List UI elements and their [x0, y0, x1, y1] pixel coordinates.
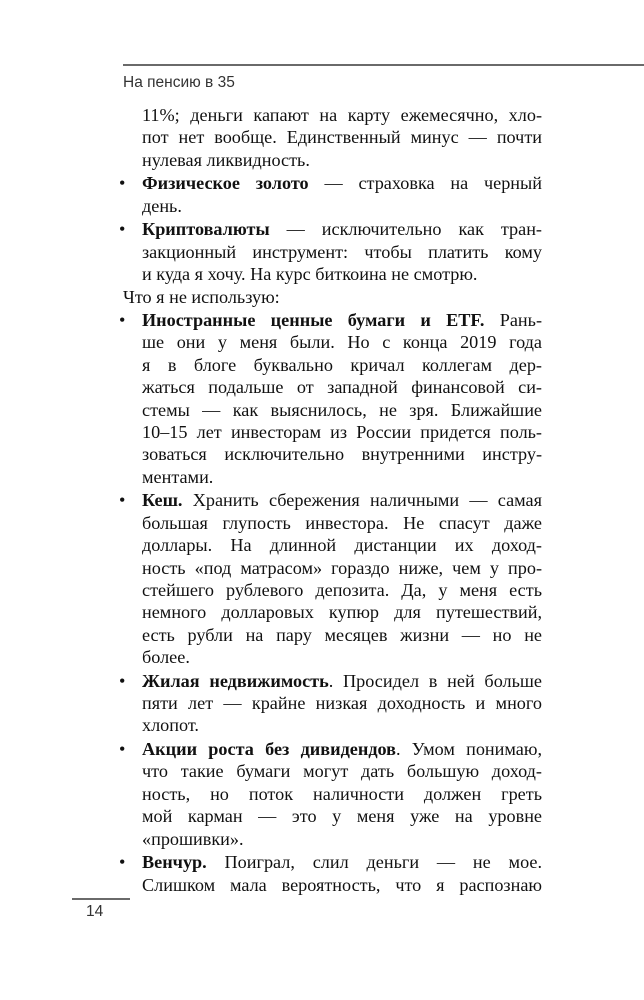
bullet-icon: •: [119, 670, 126, 691]
text-line: пяти лет — крайне низкая доходность и много: [142, 693, 542, 714]
text-line: немного долларовых купюр для путешествий,: [142, 602, 542, 623]
text-line: доллары. На длинной дистанции их доход-: [142, 535, 542, 556]
footer-rule: [72, 898, 130, 900]
text-line: я в блоге буквально кричал коллегам дер-: [142, 354, 542, 375]
text-line: день.: [142, 195, 182, 216]
list-item: • Иностранные ценные бумаги и ETF. Рань- ше они у меня были. Но с конца 2019 года я в блоге буквально кричал коллегам дер- жаться подальше от западной финансовой си- стемы — как выяснилось, не зря. Ближайшие 10–15 лет инвесторам из России придется поль- зоваться исключительно внутренними инстру- ментами.: [119, 310, 543, 487]
bullet-icon: •: [119, 173, 126, 194]
list-item: • Криптовалюты — исключительно как тран- закционный инструмент: чтобы платить кому и куда я хочу. На курс биткоина не смотрю.: [119, 219, 542, 285]
text-line: ность, но поток наличности должен греть: [142, 783, 542, 804]
text-line: есть рубли на пару месяцев жизни — но не: [142, 624, 542, 645]
text-line: и куда я хочу. На курс биткоина не смотрю.: [142, 264, 478, 285]
list-item: • Акции роста без дивидендов. Умом понимаю, что такие бумаги могут дать большую доход- ность, но поток наличности должен греть мой карман — это у меня уже на уровне «прошивки».: [119, 739, 542, 849]
bullet-icon: •: [119, 490, 126, 511]
item-term: Жилая недвижимость: [142, 670, 329, 691]
item-term: Акции роста без дивидендов: [142, 739, 396, 760]
list-item: • Кеш. Хранить сбережения наличными — самая большая глупость инвестора. Не спасут даже доллары. На длинной дистанции их доход- ность «под матрасом» гораздо ниже, чем у про- стейшего рублевого депозита. Да, у меня есть немного долларовых купюр для путешествий, есть рубли на пару месяцев жизни — но не более.: [119, 490, 542, 668]
text-line: ше они у меня были. Но с конца 2019 года: [142, 332, 542, 353]
item-term: Иностранные ценные бумаги и ETF.: [142, 310, 485, 331]
item-term: Криптовалюты: [142, 219, 270, 240]
page-body: [119, 104, 543, 896]
owned-assets-list: [119, 172, 542, 285]
item-term: Физическое золото: [142, 173, 309, 194]
continued-paragraph: [123, 104, 542, 171]
bullet-icon: •: [119, 739, 126, 760]
unused-assets-list: [119, 309, 543, 896]
page-number: 14: [86, 903, 104, 920]
text-line: что такие бумаги могут дать большую доход-: [142, 761, 542, 782]
text-line: Слишком мала вероятность, что я распознаю: [142, 874, 542, 895]
text-line: большая глупость инвестора. Не спасут даже: [142, 512, 542, 533]
text-line: более.: [142, 647, 190, 668]
item-term: Кеш.: [142, 490, 183, 511]
text-line: ментами.: [142, 466, 214, 487]
text-line: ность «под матрасом» гораздо ниже, чем у про-: [142, 557, 542, 578]
text-line: 11%; деньги капают на карту ежемесячно, хло-: [142, 105, 542, 125]
text-line: жаться подальше от западной финансовой си-: [142, 377, 542, 398]
list-item: • Жилая недвижимость. Просидел в ней больше пяти лет — крайне низкая доходность и много хлопот.: [119, 670, 542, 736]
text-line: закционный инструмент: чтобы платить кому: [142, 241, 542, 262]
running-head: На пенсию в 35: [123, 74, 235, 91]
text-line: мой карман — это у меня уже на уровне: [142, 806, 542, 827]
text-line: пот нет вообще. Единственный минус — почти: [142, 127, 542, 148]
list-item: • Физическое золото — страховка на черный день.: [119, 173, 542, 216]
text-line: стемы — как выяснилось, не зря. Ближайшие: [142, 399, 542, 420]
bullet-icon: •: [119, 852, 126, 873]
intro-line: Что я не использую:: [123, 286, 280, 307]
text-line: «прошивки».: [142, 828, 244, 849]
text-line: зоваться исключительно внутренними инстру-: [142, 444, 542, 465]
text-line: хлопот.: [142, 715, 199, 736]
bullet-icon: •: [119, 310, 126, 331]
list-item: • Венчур. Поиграл, слил деньги — не мое. Слишком мала вероятность, что я распознаю: [119, 852, 542, 895]
header-rule: [123, 64, 644, 66]
text-line: стейшего рублевого депозита. Да, у меня есть: [142, 579, 542, 600]
text-line: нулевая ликвидность.: [142, 149, 310, 170]
bullet-icon: •: [119, 219, 126, 240]
text-line: 10–15 лет инвесторам из России придется поль-: [142, 422, 542, 443]
item-term: Венчур.: [142, 852, 207, 873]
